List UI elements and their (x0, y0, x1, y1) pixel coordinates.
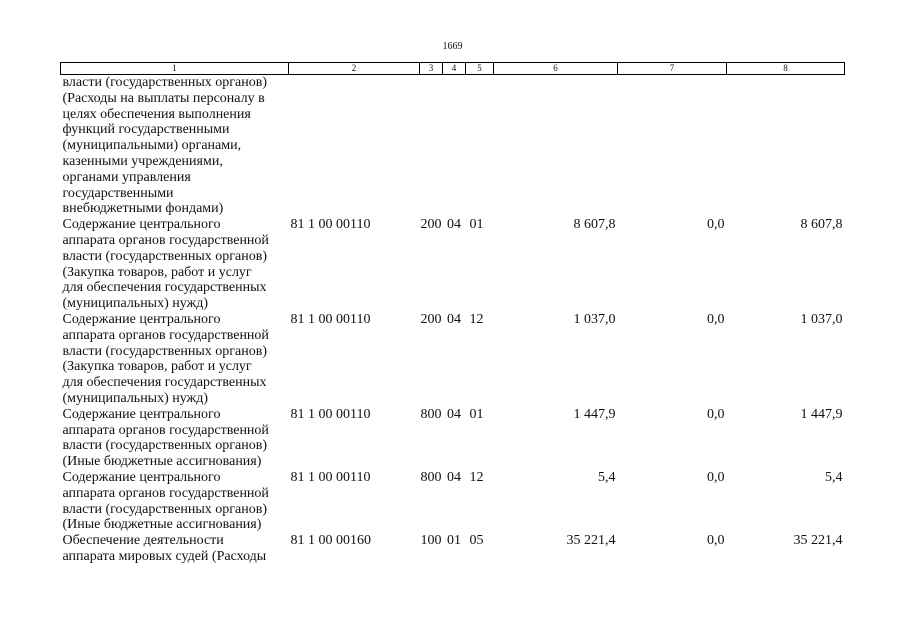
amount-col8: 1 447,9 (800, 406, 843, 422)
subsection-code: 12 (469, 311, 484, 327)
expense-type-code: 100 (420, 533, 442, 549)
col-header: 3 (420, 63, 443, 75)
subsection-code: 12 (469, 469, 484, 485)
amount-col8: 35 221,4 (793, 533, 843, 549)
amount-col8: 1 037,0 (800, 311, 843, 327)
description-line: Содержание центрального (62, 217, 221, 233)
description-line: для обеспечения государственных (62, 280, 267, 296)
target-article-code (289, 75, 420, 218)
table-row (61, 470, 845, 533)
expense-type-code (420, 75, 443, 218)
col-header: 8 (727, 63, 845, 75)
description-line: Содержание центрального (62, 406, 221, 422)
description-line: (Закупка товаров, работ и услуг (62, 359, 252, 375)
col-header: 2 (289, 63, 420, 75)
col-header: 7 (618, 63, 727, 75)
target-article-code: 81 1 00 00110 (290, 217, 371, 233)
description-line: власти (государственных органов) (62, 501, 268, 517)
description-line: для обеспечения государственных (62, 375, 267, 391)
description-line: аппарата органов государственной (62, 232, 269, 248)
subsection-code: 01 (469, 406, 484, 422)
table-row (61, 533, 845, 565)
subsection-code: 01 (469, 217, 484, 233)
expense-type-code: 800 (420, 469, 442, 485)
description-line: аппарата органов государственной (62, 422, 269, 438)
section-code: 04 (447, 406, 461, 422)
subsection-code: 05 (469, 533, 484, 549)
budget-table (60, 62, 845, 565)
section-code: 01 (447, 533, 461, 549)
page-number: 1669 (442, 41, 463, 52)
description-line: внебюджетными фондами) (62, 201, 224, 217)
description-line: казенными учреждениями, (62, 153, 223, 169)
row-description (61, 407, 289, 470)
amount-col6: 8 607,8 (573, 217, 616, 233)
description-line: (муниципальных) нужд) (62, 296, 209, 312)
description-line: функций государственными (62, 122, 230, 138)
col-header: 1 (61, 63, 289, 75)
description-line: (муниципальными) органами, (62, 138, 242, 154)
description-line: Содержание центрального (62, 469, 221, 485)
amount-col6: 5,4 (598, 469, 616, 485)
amount-col7: 0,0 (707, 217, 725, 233)
col-header: 6 (494, 63, 618, 75)
amount-col8: 8 607,8 (800, 217, 843, 233)
amount-col6 (494, 75, 618, 218)
description-line: аппарата органов государственной (62, 327, 269, 343)
row-description (61, 533, 289, 565)
section-code (443, 75, 466, 218)
table-row (61, 407, 845, 470)
amount-col6: 1 447,9 (573, 406, 616, 422)
amount-col6: 35 221,4 (566, 533, 616, 549)
description-line: власти (государственных органов) (62, 75, 268, 90)
table-row (61, 217, 845, 312)
description-line: (Закупка товаров, работ и услуг (62, 264, 252, 280)
description-line: Содержание центрального (62, 311, 221, 327)
amount-col7: 0,0 (707, 469, 725, 485)
target-article-code: 81 1 00 00110 (290, 469, 371, 485)
description-line: власти (государственных органов) (62, 438, 268, 454)
expense-type-code: 200 (420, 311, 442, 327)
description-line: органами управления (62, 169, 191, 185)
row-description (61, 470, 289, 533)
amount-col7: 0,0 (707, 533, 725, 549)
amount-col8 (727, 75, 845, 218)
description-line: власти (государственных органов) (62, 343, 268, 359)
description-line: государственными (62, 185, 174, 201)
amount-col8: 5,4 (825, 469, 843, 485)
expense-type-code: 800 (420, 406, 442, 422)
section-code: 04 (447, 311, 461, 327)
section-code: 04 (447, 469, 461, 485)
table-row (61, 75, 845, 218)
description-line: Обеспечение деятельности (62, 533, 224, 549)
amount-col6: 1 037,0 (573, 311, 616, 327)
col-header: 4 (443, 63, 466, 75)
row-description (61, 217, 289, 312)
description-line: (Иные бюджетные ассигнования) (62, 454, 262, 470)
description-line: (Иные бюджетные ассигнования) (62, 517, 262, 533)
col-header: 5 (466, 63, 494, 75)
description-line: аппарата органов государственной (62, 485, 269, 501)
target-article-code: 81 1 00 00110 (290, 311, 371, 327)
expense-type-code: 200 (420, 217, 442, 233)
description-line: власти (государственных органов) (62, 248, 268, 264)
row-description (61, 75, 289, 218)
amount-col7 (618, 75, 727, 218)
amount-col7: 0,0 (707, 311, 725, 327)
description-line: (Расходы на выплаты персоналу в (62, 90, 265, 106)
target-article-code: 81 1 00 00110 (290, 406, 371, 422)
description-line: целях обеспечения выполнения (62, 106, 251, 122)
target-article-code: 81 1 00 00160 (290, 533, 371, 549)
column-number-header-row (61, 63, 845, 75)
description-line: (муниципальных) нужд) (62, 390, 209, 406)
row-description (61, 312, 289, 407)
subsection-code (466, 75, 494, 218)
section-code: 04 (447, 217, 461, 233)
table-row (61, 312, 845, 407)
amount-col7: 0,0 (707, 406, 725, 422)
description-line: аппарата мировых судей (Расходы (62, 548, 267, 564)
